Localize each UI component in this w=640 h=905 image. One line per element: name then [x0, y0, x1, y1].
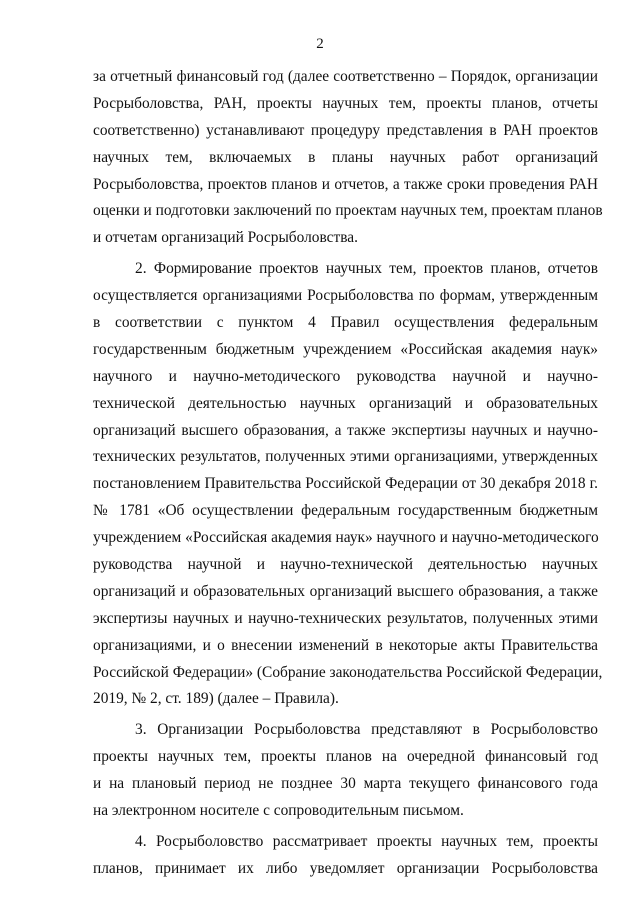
text-line: № 1781 «Об осуществлении федеральным государственным бюджетным — [93, 502, 598, 520]
text-line: за отчетный финансовый год (далее соответственно – Порядок, организации — [93, 68, 598, 85]
text-line: 3. Организации Росрыболовства представляют в Росрыболовство — [135, 721, 598, 739]
text-line: организациями, и о внесении изменений в некоторые акты Правительства — [93, 636, 598, 654]
text-line: технической деятельностью научных организаций и образовательных — [93, 394, 598, 412]
text-line: соответственно) устанавливают процедуру представления в РАН проектов — [93, 121, 598, 139]
text-line: и на плановый период не позднее 30 марта текущего финансового года — [93, 775, 598, 793]
paragraph — [93, 717, 598, 825]
text-line: экспертизы научных и научно-технических результатов, полученных этими — [93, 609, 598, 627]
text-line: государственным бюджетным учреждением «Российская академия наук» — [93, 340, 598, 358]
text-line: технических результатов, полученных этими организациями, утвержденных — [93, 448, 598, 466]
text-line: научных тем, включаемых в планы научных работ организаций — [93, 148, 598, 166]
text-line: в соответствии с пунктом 4 Правил осуществления федеральным — [93, 314, 598, 332]
text-line: и отчетам организаций Росрыболовства. — [93, 229, 358, 247]
text-line: 2. Формирование проектов научных тем, проектов планов, отчетов — [135, 260, 598, 278]
text-line: осуществляется организациями Росрыболовства по формам, утвержденным — [93, 287, 598, 305]
page-number: 2 — [316, 36, 324, 52]
text-line: организаций и образовательных организаций высшего образования, а также — [93, 582, 598, 600]
text-line: на электронном носителе с сопроводительным письмом. — [93, 802, 464, 820]
text-line: научного и научно-методического руководства научной и научно- — [93, 367, 598, 385]
paragraph — [93, 829, 598, 883]
paragraph — [93, 64, 603, 252]
text-line: проекты научных тем, проекты планов на очередной финансовый год — [93, 748, 598, 766]
text-line: Росрыболовства, РАН, проекты научных тем, проекты планов, отчеты — [93, 94, 598, 112]
text-line: Росрыболовства, проектов планов и отчетов, а также сроки проведения РАН — [93, 175, 598, 193]
text-line: постановлением Правительства Российской Федерации от 30 декабря 2018 г. — [93, 475, 598, 493]
text-line: 4. Росрыболовство рассматривает проекты научных тем, проекты — [135, 832, 598, 850]
text-line: оценки и подготовки заключений по проектам научных тем, проектам планов — [93, 202, 603, 220]
paragraph — [93, 256, 603, 713]
text-line: организаций высшего образования, а также экспертизы научных и научно- — [93, 421, 598, 439]
text-line: 2019, № 2, ст. 189) (далее – Правила). — [93, 690, 339, 708]
text-line: планов, принимает их либо уведомляет организации Росрыболовства — [93, 859, 598, 877]
document-body — [93, 64, 603, 883]
text-line: Российской Федерации» (Собрание законодательства Российской Федерации, — [93, 663, 603, 681]
text-line: руководства научной и научно-технической деятельностью научных — [93, 556, 598, 574]
text-line: учреждением «Российская академия наук» научного и научно-методического — [93, 529, 599, 547]
